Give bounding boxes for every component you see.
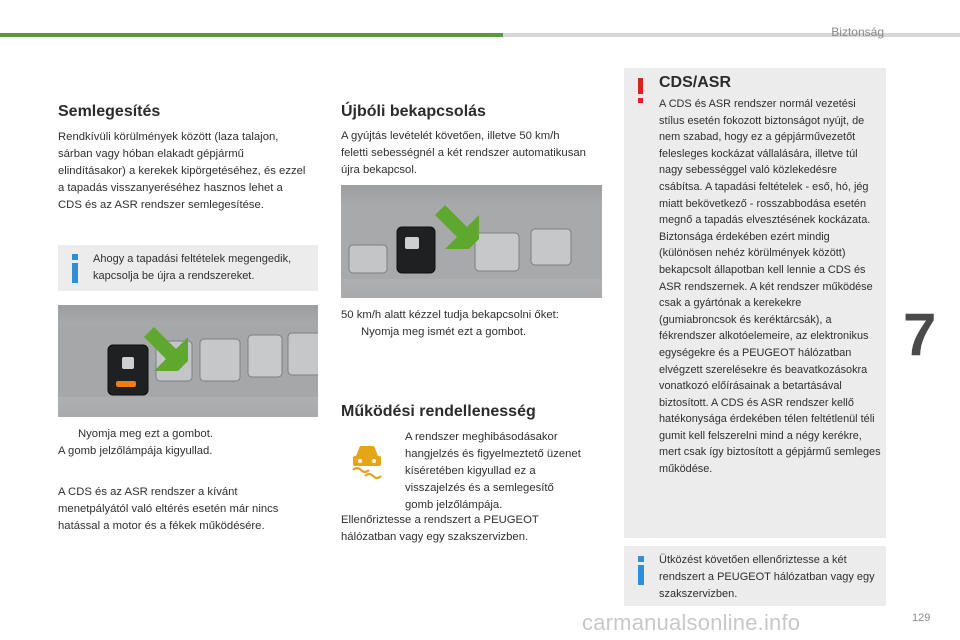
info-icon <box>72 254 78 260</box>
warning-exclamation-icon <box>638 78 643 94</box>
info-box-collision <box>624 546 886 606</box>
bullet-press-button: Nyomja meg ezt a gombot. <box>78 428 213 440</box>
title-cds-asr: CDS/ASR <box>659 74 732 91</box>
photo-button-panel-2 <box>341 185 602 298</box>
indicator-lit-text: A gomb jelzőlámpája kigyullad. <box>58 445 213 457</box>
title-reactivation: Újbóli bekapcsolás <box>341 103 486 120</box>
reactivation-intro: A gyújtás levételét követően, illetve 50 km/h feletti sebességnél a két rendszer automatikusan újra bekapcsol. <box>341 130 586 176</box>
malfunction-check-text: Ellenőriztesse a rendszert a PEUGEOT hálózatban vagy egy szakszervizben. <box>341 514 539 543</box>
title-neutralization: Semlegesítés <box>58 103 161 120</box>
esp-warning-icon <box>347 434 387 480</box>
bullet-press-again: Nyomja meg ismét ezt a gombot. <box>361 326 527 338</box>
info-box-reactivate <box>58 245 318 291</box>
page-number: 129 <box>912 612 931 624</box>
header-bar-green <box>0 33 503 37</box>
photo-button-panel-1 <box>58 305 318 417</box>
info-icon-bar <box>72 263 78 283</box>
malfunction-text: A rendszer meghibásodásakor hangjelzés és figyelmeztető üzenet kíséretében kigyullad ez a visszajelzés és a semlegesítő gomb jelzőlámpája. <box>405 431 581 511</box>
info-collision-text: Ütközést követően ellenőriztesse a két rendszert a PEUGEOT hálózatban vagy egy szakszervizben. <box>659 554 875 600</box>
info-icon <box>638 556 644 562</box>
neutralization-closing: A CDS és az ASR rendszer a kívánt menetpályától való eltérés esetén már nincs hatással a motor és a fékek működésére. <box>58 486 279 532</box>
info-reactivate-text: Ahogy a tapadási feltételek megengedik, kapcsolja be újra a rendszereket. <box>93 253 292 282</box>
button-panel-illustration <box>58 305 318 417</box>
header-bar-grey <box>503 33 960 37</box>
cds-asr-text: A CDS és ASR rendszer normál vezetési stílus esetén fokozott biztonságot nyújt, de nem szabad, hogy ez a gépjárművezetőt felesleges kockázat vállalására, illetve túl nagy sebességgel való közlekedésre csábítsa. A tapadási feltételek - eső, hó, jég miatt bekövetkező - rosszabbodása esetén megnő a tapadás elvesztésének kockázata. Biztonsága érdekében ezért mindig (különösen nehéz körülmények között) bekapcsolt állapotban kell lennie a CDS és ASR rendszernek. A két rendszer működése csak a gyártónak a kerekekre (gumiabroncsok és keréktárcsák), a fékrendszer alkotóelemeire, az elektronikus egységekre és a PEUGEOT hálózatban elvégzett szerelésekre és beavatkozásokra vonatkozó előírásainak a betartásával biztosított. A CDS és ASR rendszer kellő hatékonysága érdekében télen feltétlenül téli gumit kell felszerelni mind a négy kerékre, mert csak így biztosított a gépjármű semleges működése. <box>659 98 881 476</box>
title-malfunction: Működési rendellenesség <box>341 403 536 420</box>
warning-exclamation-dot <box>638 98 643 103</box>
bullet-list-col2 <box>341 324 593 341</box>
button-panel-illustration-2 <box>341 185 602 298</box>
manual-reactivation-text: 50 km/h alatt kézzel tudja bekapcsolni őket: <box>341 309 559 321</box>
neutralization-intro: Rendkívüli körülmények között (laza talajon, sárban vagy hóban elakadt gépjármű elindításakor) a kerekek kipörgetéséhez, és ezzel a tapadás visszanyeréséhez hasznos lehet a CDS és az ASR rendszer semlegesítése. <box>58 131 306 211</box>
section-label: Biztonság <box>831 25 884 39</box>
watermark: carmanualsonline.info <box>582 610 801 635</box>
info-icon-bar <box>638 565 644 585</box>
chapter-number: 7 <box>903 301 937 368</box>
warning-box-cds-asr <box>624 68 886 538</box>
bullet-list-col1 <box>58 426 310 443</box>
